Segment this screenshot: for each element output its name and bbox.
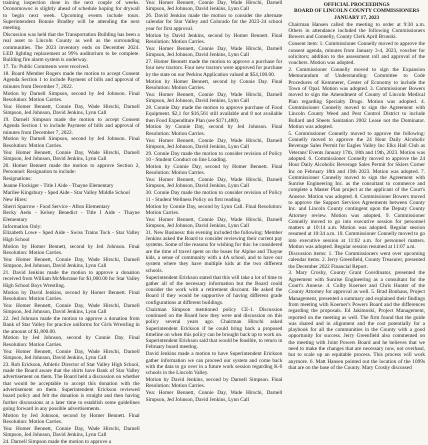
paragraph: 22. Jed Johnson made the motion to approve a donation from Bank of Star Valley for practice uniforms for Girls Wrestling in the amount of $1,800.00.: [3, 315, 140, 335]
paragraph: Motion by Jed Johnson, second by Connie Day. Final Resolution: Motion Carries.: [3, 335, 140, 348]
paragraph: Marilee Kingsbury - Sped Aide - Star Valley Middle School: [3, 189, 130, 196]
column-right: [288, 0, 425, 400]
paragraph: Yea: Homer Bennett, Connie Day, Wade Hirschi, Darnell Simpson, Jed Johnson, David Jenkins, Lynn Call: [145, 0, 283, 13]
paragraph: Yea: Homer Bennett, Connie Day, Wade Hirschi, Darnell Simpson, Jed Johnson, David Jenkins, Lynn Call: [3, 103, 140, 117]
column-left: [3, 0, 140, 445]
paragraph: 3. Mary Crosby, County Grant Coordinator, presented the Agreement with Sunrise Engineering as a consultant for the Court's Annexe. 4. Colby Koerner and Chris Hunter of the County Attorney for approval as well. 5. Brad Bonhaus, Project Management, presented a summary and explained their findings from meeting with Koerner's Powers Board and the differences regarding the proposals. Ed Jakimoski, Project Management, reported on the meeting as well. The firm found that the guide was shared and in alignment and the cost potentially for a playbook for all the communities in the County with a good opportunity for success. Jerry Greenfield also commented on the meeting with Joint Powers Board and he believes that we need to make the changes that are necessary now, not overhaul, but to scale up an equitable process. This process will work anymore. 6. Matt Hansen pointed out the location of the 1099s that are on the base of the County. Mary Crosby discussed: [288, 270, 426, 371]
paragraph: Yea: Homer Bennett, Connie Day, Wade Hirschi, Darnell Simpson, Jed Johnson, David Jenkins, Lynn Call: [145, 216, 283, 229]
paragraph: Yea: Homer Bennett, Connie Day, Wade Hirschi, Darnell Simpson, Jed Johnson, David Jenkins, Lynn Call: [145, 91, 283, 105]
paragraph: 21. David Jenkins made the motion to approve a donation received from William McMurrane for $1,000.00 for Star Valley High School Boys Wrestling.: [3, 270, 140, 289]
paragraph: Motion by Homer Bennett, second by Jed Johnson. Final Resolution: Motion Carries.: [3, 243, 140, 256]
paragraph: 20. Homer Bennett made the motion to approve Section 2, Personnel: Resignation to include:: [3, 162, 140, 176]
paragraph: Motion by Homer Bennett, second by Connie Day. Final Resolution: Motion Carries.: [145, 78, 283, 91]
paragraph: Yea: Homer Bennett, Connie Day, Wade Hirschi, Darnell Simpson, Jed Johnson, David Jenkins, Lynn Call: [3, 425, 140, 439]
paragraph: Discussion items: 1. The Commissioners went over upcoming calendar items. 2. Jerry Greenfield, County Treasurer, presented the December 2022 Financial Report.: [288, 250, 426, 270]
column-middle: [145, 0, 283, 403]
paragraph: 5. Commissioner Connelly moved to approve the following: Connelly moved to approve the 24 Hour Daily Alcoholic Beverage Sales Permit for Eagles Valley Inc Elks Hall Club as Veterans' Events January 17th, 18th and 19th, 2023. Motion was adopted. 6. Commissioner Connelly moved to approve the 24 Hour Daily Alcoholic Beverage Sales Permit for Skiers Corner Inc on February 18th and 19th 2023. Motion was adopted. 7. Commissioner Connelly moved to sign the Agreement with Sunrise Engineering Inc. as the consultant to commerce and complete a Master Plan project at the applicant of the Court's Annexe. Motion was adopted. 8. Commissioner Bowers moved to approve the Support Services Agreements between County Inc. and Lincoln County contingent upon the Deputy County Attorney review. Motion was adopted. 9. Commissioner Connelly moved to go into executive session for personnel matters at 10:14 a.m. Motion was adopted. Regular session resumed at 10:34 a.m. 10. Commissioner Connelly moved to go into executive session at 11:02 a.m. for personnel matters. Motion was adopted. Regular session resumed at 11:07 a.m.: [288, 130, 426, 251]
paragraph: 23. Rob Erickson, Athletic Director of Star Valley High School, made the Board aware that the shirts have Bank of Star Valley advertisement on them. The Board held a discussion on whether that would be acceptable to accept this donation with the advertisement on them. Superintendent Erickson reviewed board policy and felt the donation is straight and then having further discussions at a later time to establish some guidelines going forward in any possible advertisements.: [3, 361, 140, 412]
paragraph: 19. Darnell Simpson made the motion to accept Consent Agenda Section 1 to include Payment of bills and approval of minutes from December 7, 2022.: [3, 116, 140, 136]
paragraph: training inspection done in the next couple of weeks. Oconomowoc is slightly ahead of schedule hoping for drywall to begin next week. Upcoming events include tours. Superintendent Bonnie Bradley will be attending the next meeting.: [3, 0, 140, 32]
paragraph: 28. Connie Day made the motion to approve purchase of Food Equipment. $2,1 for $16,561 still available and 8 not available then Food Expenditure Plan (see $171,480).: [145, 104, 283, 124]
paragraph: Consent item: 1. Commissioner Connelly moved to approve the consent agenda, minutes from January 3-4, 2023, voucher for solicitors; addition to the assessment roll and approval of the vouchers. Motion was adopted.: [288, 41, 426, 67]
proceedings-date: JANUARY 17, 2023: [334, 14, 380, 21]
paragraph: Resignations:: [3, 175, 32, 182]
paragraph: Yea: Homer Bennett, Connie Day, Wade Hirschi, Darnell Simpson, Jed Johnson, David Jenkins, Lynn Call: [3, 302, 140, 316]
paragraph: Yea: Homer Bennett, Connie Day, Wade Hirschi, Darnell Simpson, Jed Johnson, David Jenkins, Lynn Call: [145, 390, 283, 403]
paragraph: Yea: Homer Bennett, Connie Day, Wade Hirschi, Darnell Simpson, Jed Johnson, David Jenkins, Lynn Call: [3, 149, 140, 162]
paragraph: Motion by David Jenkins, second by Darnell Simpson. Final Resolution: Motion Carries.: [145, 377, 283, 390]
paragraph: 26. David Jenkins made the motion to consider the alternate calendar for Star Valley and Colorado for the 2023-24 school year for first approval.: [145, 13, 283, 32]
paragraph: 31. New Business: this evening included the following: Member Jenkins asked the Board to consider reviewing their current pay systems. Some of the reasons for wishing for this: he considered are the time of travel spent on the buses for Alpine and Thayne kids, a sense of community with a 4A school, and to have our system where they have multiple kids at the two different schools.: [145, 229, 283, 274]
paragraph: Jeanne Flockiger - Title I Aide - Thayne Elementary: [3, 182, 114, 189]
paragraph: 30. Connie Day made the motion to consider revision of Policy 11 - Student Wellness Policy on first reading.: [145, 190, 283, 203]
paragraph: Motion by David Jenkins, second by Homer Bennett. Final Resolution: Motion Carries.: [145, 32, 283, 45]
paragraph: Motion by Connie Day, second by Lynn Call. Final Resolution: Motion Carries.: [145, 203, 283, 216]
paragraph: 24. Darnell Simpson made the motion to approve a: [3, 439, 112, 445]
paragraph: Information Only:: [3, 223, 42, 230]
paragraph: Yea: Homer Bennett, Connie Day, Wade Hirschi, Darnell Simpson, Jed Johnson, David Jenkins, Lynn Call: [145, 137, 283, 150]
paragraph: Chairman Simpson mentioned policy CE-1. Discussion continued on the Board how they were and discussion on this policy several years ago. Chairman Hirschi asked Superintendent Erickson if he could bring back a proposed timeline on when this policy can be brought back up to work on. Superintendent Erickson said that would be feasible, to return in February board meeting.: [145, 306, 283, 351]
paragraph: 2. Commissioner Connelly moved to sign the Expansion Memorandum of Understanding: Committee to Code Procedures of Kemmerer, Center of Economy to include the Town of Opal. Motion was adopted. 3. Commissioner Bowers moved to sign the Amendment of County of Lincoln Medical Plan regarding Specialty Drugs. Motion was adopted. 4. Commissioner Connelly moved to sign the Agreement with Lincoln County Weed and Pest Control District to include Bollard and Sheets Sanitation 2002 Lease not the Dominator. Motion was adopted.: [288, 67, 426, 130]
paragraph: Elizabeth Lowe - Sped Aide - Swiss Trains Tock - Star Valley High School: [3, 230, 140, 243]
paragraph: Becky Aedo - Kelsey Benedict - Title I Aide - Thayne Elementary: [3, 210, 140, 223]
paragraph: 29. Connie Day made the motion to consider revision of Policy 10 - Student Conduct on line Loading.: [145, 150, 283, 164]
paragraph: Motion by Connie Day, second by Homer Bennett. Final Resolution: Motion Carries.: [145, 163, 283, 177]
paragraph: Motion by Connie Day, second by Jed Johnson. Final Resolution: Motion Carries.: [145, 124, 283, 137]
paragraph: Sherri Sparrow - Food Service - Afton Elementary: [3, 203, 110, 210]
paragraph: Motion by David Jenkins, second by Homer Bennett. Final Resolution: Motion Carries.: [3, 289, 140, 302]
paragraph: 17. To: Public Comments were received.: [3, 64, 90, 71]
paragraph: Superintendent Erickson stated that this will take a lot of time to gather all of the necessary information but the Board could consider the work with a retirement discount. He asked the Board if they would be supportive of having different grade configurations at different buildings.: [145, 274, 283, 306]
paragraph: Motion by Jed Johnson, second by Homer Bennett. Final Resolution: Motion Carries.: [3, 412, 140, 426]
paragraph: Motion by Darnell Simpson, second by Jed Johnson. Final Resolution: Motion Carries.: [3, 90, 140, 103]
paragraph: Yea: Homer Bennett, Connie Day, Wade Hirschi, Darnell Simpson, Jed Johnson, David Jenkins, Lynn Call: [145, 177, 283, 190]
paragraph: Motion by Darnell Simpson, second by Jed Johnson. Final Resolution: Motion Carries.: [3, 136, 140, 149]
paragraph: 18. Board Member Rogers made the motion to accept Consent Agenda Section 1 to include Payment of bills and approval of minutes from December 7, 2022.: [3, 71, 140, 90]
paragraph: Chairman Hansen called the meeting to order at 9:30 a.m. Others in attendance included the following Commissioners Bowers and Connelly, County Clerk April Brunski.: [288, 21, 426, 41]
paragraph: 27. Homer Bennett made the motion to approve a purchase for four new tractors. Four new tractors were approved for purchase by the state on our Perkins Application valued at $54,100.00.: [145, 59, 283, 78]
paragraph: New Hires:: [3, 196, 28, 203]
proceedings-title: OFFICIAL PROCEEDINGS: [323, 2, 390, 8]
proceedings-subtitle: BOARD OF LINCOLN COUNTY COMMISSIONERS: [294, 8, 420, 15]
paragraph: Yea: Homer Bennett, Connie Day, Wade Hirschi, Darnell Simpson, Jed Johnson, David Jenkins, Lynn Call: [145, 45, 283, 59]
paragraph: David Jenkins made a motion to have Superintendent Erickson gather information we can proceed our system and come back with the data to go over in a future work session regarding K-6 schools in the Lincoln Valley.: [145, 351, 283, 377]
paragraph: Yea: Homer Bennett, Connie Day, Wade Hirschi, Darnell Simpson, Jed Johnson, David Jenkins, Lynn Call: [3, 256, 140, 270]
paragraph: Discussion was held that the Transportation Building has been a real asset to Lincoln County as well as the surrounding communities. The 2023 inventory ends on December 2024. LED lighting replacement at 99% auditorium to be complete. Building fire alarm system is underway.: [3, 32, 140, 64]
paragraph: Yea: Homer Bennett, Connie Day, Wade Hirschi, Darnell Simpson, Jed Johnson, David Jenkins, Lynn Call: [3, 348, 140, 361]
